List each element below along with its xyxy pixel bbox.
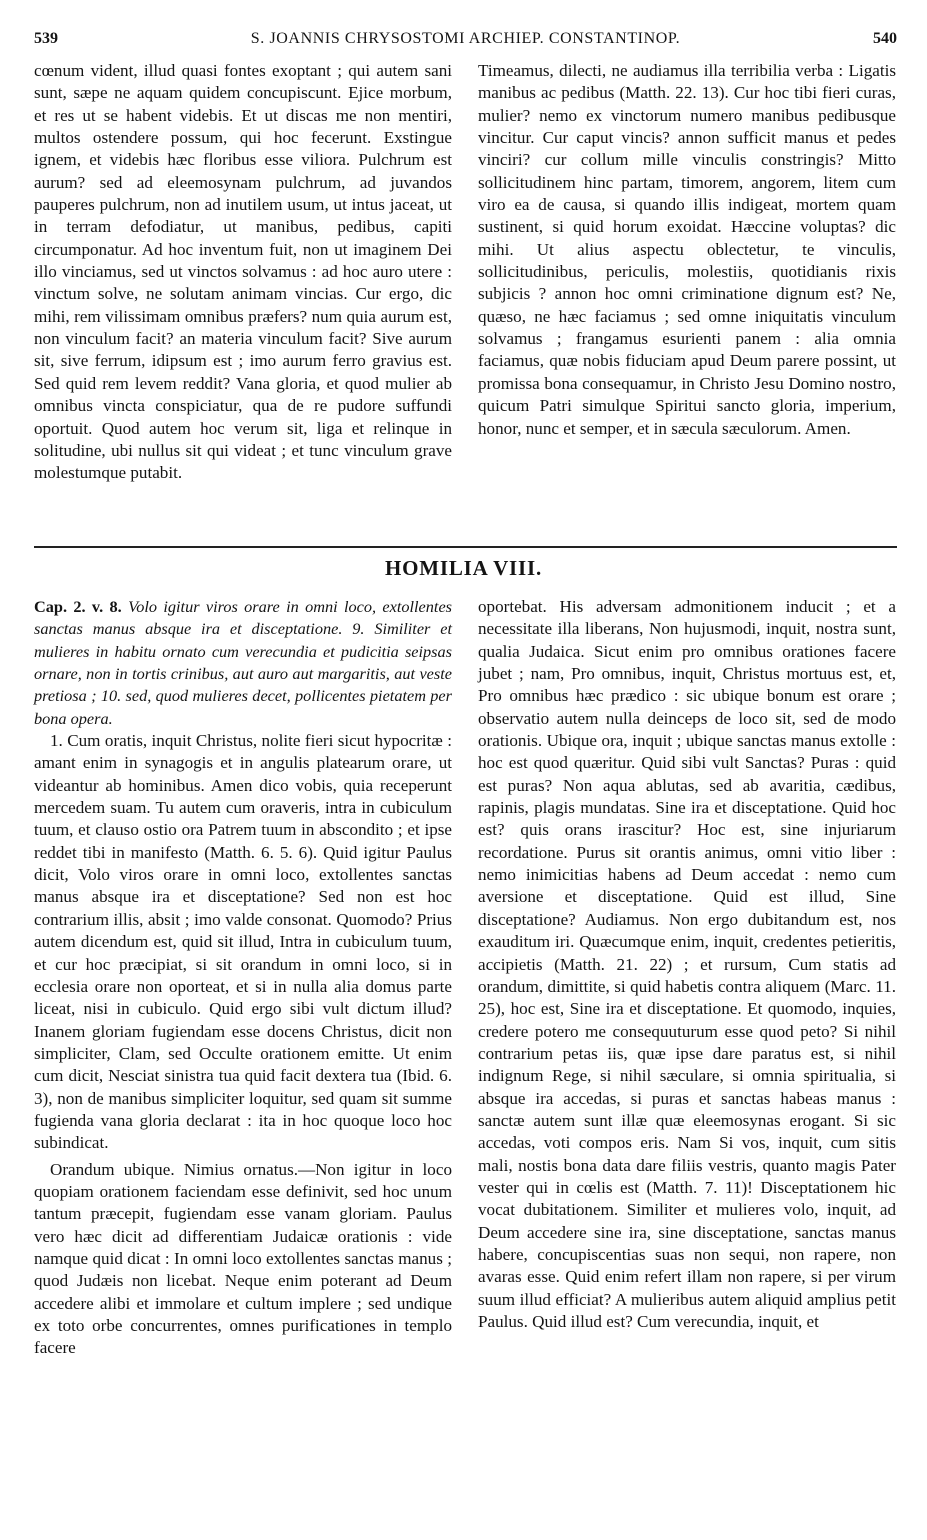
bottom-right-column — [478, 596, 896, 1333]
chapter-verse-label: Cap. 2. v. 8. — [34, 597, 122, 616]
running-title: S. JOANNIS CHRYSOSTOMI ARCHIEP. CONSTANTINOP. — [250, 30, 681, 47]
homily-title: HOMILIA VIII. — [384, 556, 543, 580]
running-header — [34, 30, 897, 54]
scripture-text: Volo igitur viros orare in omni loco, extollentes sanctas manus absque ira et disceptatione. 9. Similiter et mulieres in habitu ornato cum verecundia et pudicitia seipsas ornare, non in tortis crinibus, aut auro aut margaritis, aut veste pretiosa ; 10. sed, quod mulieres decet, pollicentes pietatem per bona opera. — [34, 597, 453, 728]
top-left-text: cœnum vident, illud quasi fontes exoptant ; qui autem sani sunt, sæpe ne aquam quidem concupiscunt. Ejice morbum, et res ut se habent videbis. Et ut discas me non mentiri, multos ostendere possum, qui hoc fecerunt. Exstingue ignem, et videbis hæc floribus esse viliora. Pulchrum est aurum? sed ad eleemosynam pulchrum, ad juvandos pauperes pulchrum, non ad inutilem usum, ut intus jaceat, ut in terram defodiatur, ut manibus, pedibus, capiti circumponatur. Ad hoc inventum fuit, non ut imaginem Dei illo vinciamus, sed ut vinctos solvamus : ad hoc auro utere : vinctum solve, ne solutam animam vincias. Cur ergo, dic mihi, rem vilissimam omnibus præfers? num quia aurum est, non vinculum facit? an materia vinculum facit? Sive aurum sit, sive ferrum, idipsum est ; imo aurum ferro gravius est. Sed quid rem levem reddit? Vana gloria, et quod mulier ab omnibus vincta conspiciatur, qua de re pudore suffundi oportuit. Quod autem hoc verum sit, liga et relinque in solitudine, ubi nullus sit qui videat ; et tunc vinculum grave molestumque putabit. — [34, 61, 452, 483]
top-right-text: Timeamus, dilecti, ne audiamus illa terribilia verba : Ligatis manibus ac pedibus (Matth. 22. 13). Cur hoc tibi fieri curas, mulier? nemo ex vinctorum numero manibus pedibusque vincitur. Cur caput vincis? annon sufficit manus et pedes vinciri? cur collum mille vinculis constringis? Mitto sollicitudinem hinc partam, timorem, angorem, litem cum viro ea de causa, si quando illis indigeat, mortem quam sustinent, si quid horum exoidat. Hæccine voluptas? dic mihi. Ut alius aspectu oblectetur, te vinculis, sollicitudinibus, periculis, molestiis, quotidianis rixis subjicis ? annon hoc omni criminatione dignum est? Ne, quæso, ne hæc faciamus ; sed omne iniquitatis vinculum solvamus ; frangamus esurienti panem : alia omnia faciamus, quæ nobis fiduciam apud Deum parere possint, ut promissa bona consequamur, in Christo Jesu Domino nostro, quicum Patri simulque Spiritui sancto gloria, imperium, honor, nunc et semper, et in sæcula sæculorum. Amen. — [478, 61, 896, 438]
bottom-right-text: oportebat. His adversam admonitionem inducit ; et a necessitate illa liberans, Non hujusmodi, inquit, nostra sunt, qualia Judaica. Sicut enim pro omnibus orationes facere jubet ; nam, Pro omnibus, inquit, Christus mortuus est, et, Pro omnibus hæc prædico : sic ubique bonum est orare ; observatio autem nulla deinceps de loco sit, sed de modo orationis. Ubique ora, inquit ; ubique sanctas manus extolle : hoc est quod quæritur. Quid sibi vult Sanctas? Puras : quid est puras? Non aqua ablutas, sed ab avaritia, cædibus, rapinis, plagis mundatas. Sine ira et disceptatione. Quid hoc est? quis orans irascitur? Hoc est, sine injuriarum recordatione. Purus sit orantis animus, omni vitio liber : nemo inimicitias habens ad Deum accedat : nemo cum aversione et disceptatione. Quid est illud, Sine disceptatione? Audiamus. Non ergo dubitandum est, nos exauditum iri. Quæcumque enim, inquit, credentes petieritis, accipietis (Matth. 21. 22) ; et rursum, Cum statis ad orandum, dimittite, si quid habetis contra aliquem (Marc. 11. 25), hoc est, Sine ira et disceptatione. Et quomodo, inquies, credere potero me consequuturum esse quod peto? Si nihil contrarium petas iis, quæ ipse dare paratus est, si nihil indignum Rege, si nihil sæculare, si omnia spiritualia, si absque ira accedas, si puras et sanctas habeas manus : sanctæ autem sunt illæ quæ eleemosynas erogant. Si sic accedas, voti compos eris. Nam Si vos, inquit, cum sitis mali, nostis bona data dare filiis vestris, quanto magis Pater vester qui in cœlis est (Matth. 7. 11)! Disceptationem hic vocat dubitationem. Similiter et mulieres volo, inquit, ad Deum accedere sine ira, sine disceptatione, sanctas manus habere, concupiscentias suas non sequi, non rapere, non avaras esse. Quid enim refert illam non rapere, si per virum suum illud efficiat? A mulieribus autem aliquid amplius petit Paulus. Quid illud est? Cum verecundia, inquit, et — [478, 597, 896, 1331]
section-divider — [34, 546, 897, 548]
page-number-left: 539 — [34, 30, 58, 47]
page-number-right: 540 — [873, 30, 897, 47]
paragraph-2: Orandum ubique. Nimius ornatus.—Non igitur in loco quopiam orationem faciendam esse definivit, sed hoc unum tantum præcepit, fugiendam esse vanam gloriam. Paulus vero hæc dicit ad differentiam Judaicæ orationis : vide namque quid dicat : In omni loco extollentes sanctas manus ; quod Judæis non licebat. Neque enim poterant ad Deum accedere alibi et immolare et cultum implere ; sed undique ex toto orbe concurrentes, omnes purificationes in templo facere — [34, 1159, 452, 1358]
bottom-left-column — [34, 596, 452, 1360]
top-left-column — [34, 60, 452, 485]
scripture-passage — [34, 596, 452, 730]
paragraph-1: 1. Cum oratis, inquit Christus, nolite fieri sicut hypocritæ : amant enim in synagogis et in angulis platearum orare, ut videantur ab hominibus. Amen dico vobis, quia receperunt mercedem suam. Tu autem cum oraveris, intra in cubiculum tuum, et clauso ostio ora Patrem tuum in abscondito ; et ipse reddet tibi in manifesto (Matth. 6. 5. 6). Quid igitur Paulus dicit, Volo viros orare in omni loco, extollentes sanctas manus absque ira et disceptatione? Sed non est hoc contrarium illis, absit ; imo valde consonat. Quomodo? Prius autem dicendum est, quid sit illud, Intra in cubiculum tuum, et cur hoc præcipiat, si sit orandum in omni loco, si in ecclesia orare non oporteat, et si in nulla alia domus parte liceat, nisi in cubiculo. Quid ergo sibi vult dictum illud? Inanem gloriam fugiendam esse docens Christus, dicit non simpliciter, Clam, sed Occulte orationem emitte. Ut enim cum dicit, Nesciat sinistra tua quid facit dextera tua (Ibid. 6. 3), non de manibus simpliciter loquitur, sed quam sit summe fugienda vana gloria declarat : ita in hoc quoque loco hoc subindicat. — [34, 731, 452, 1153]
top-right-column — [478, 60, 896, 440]
